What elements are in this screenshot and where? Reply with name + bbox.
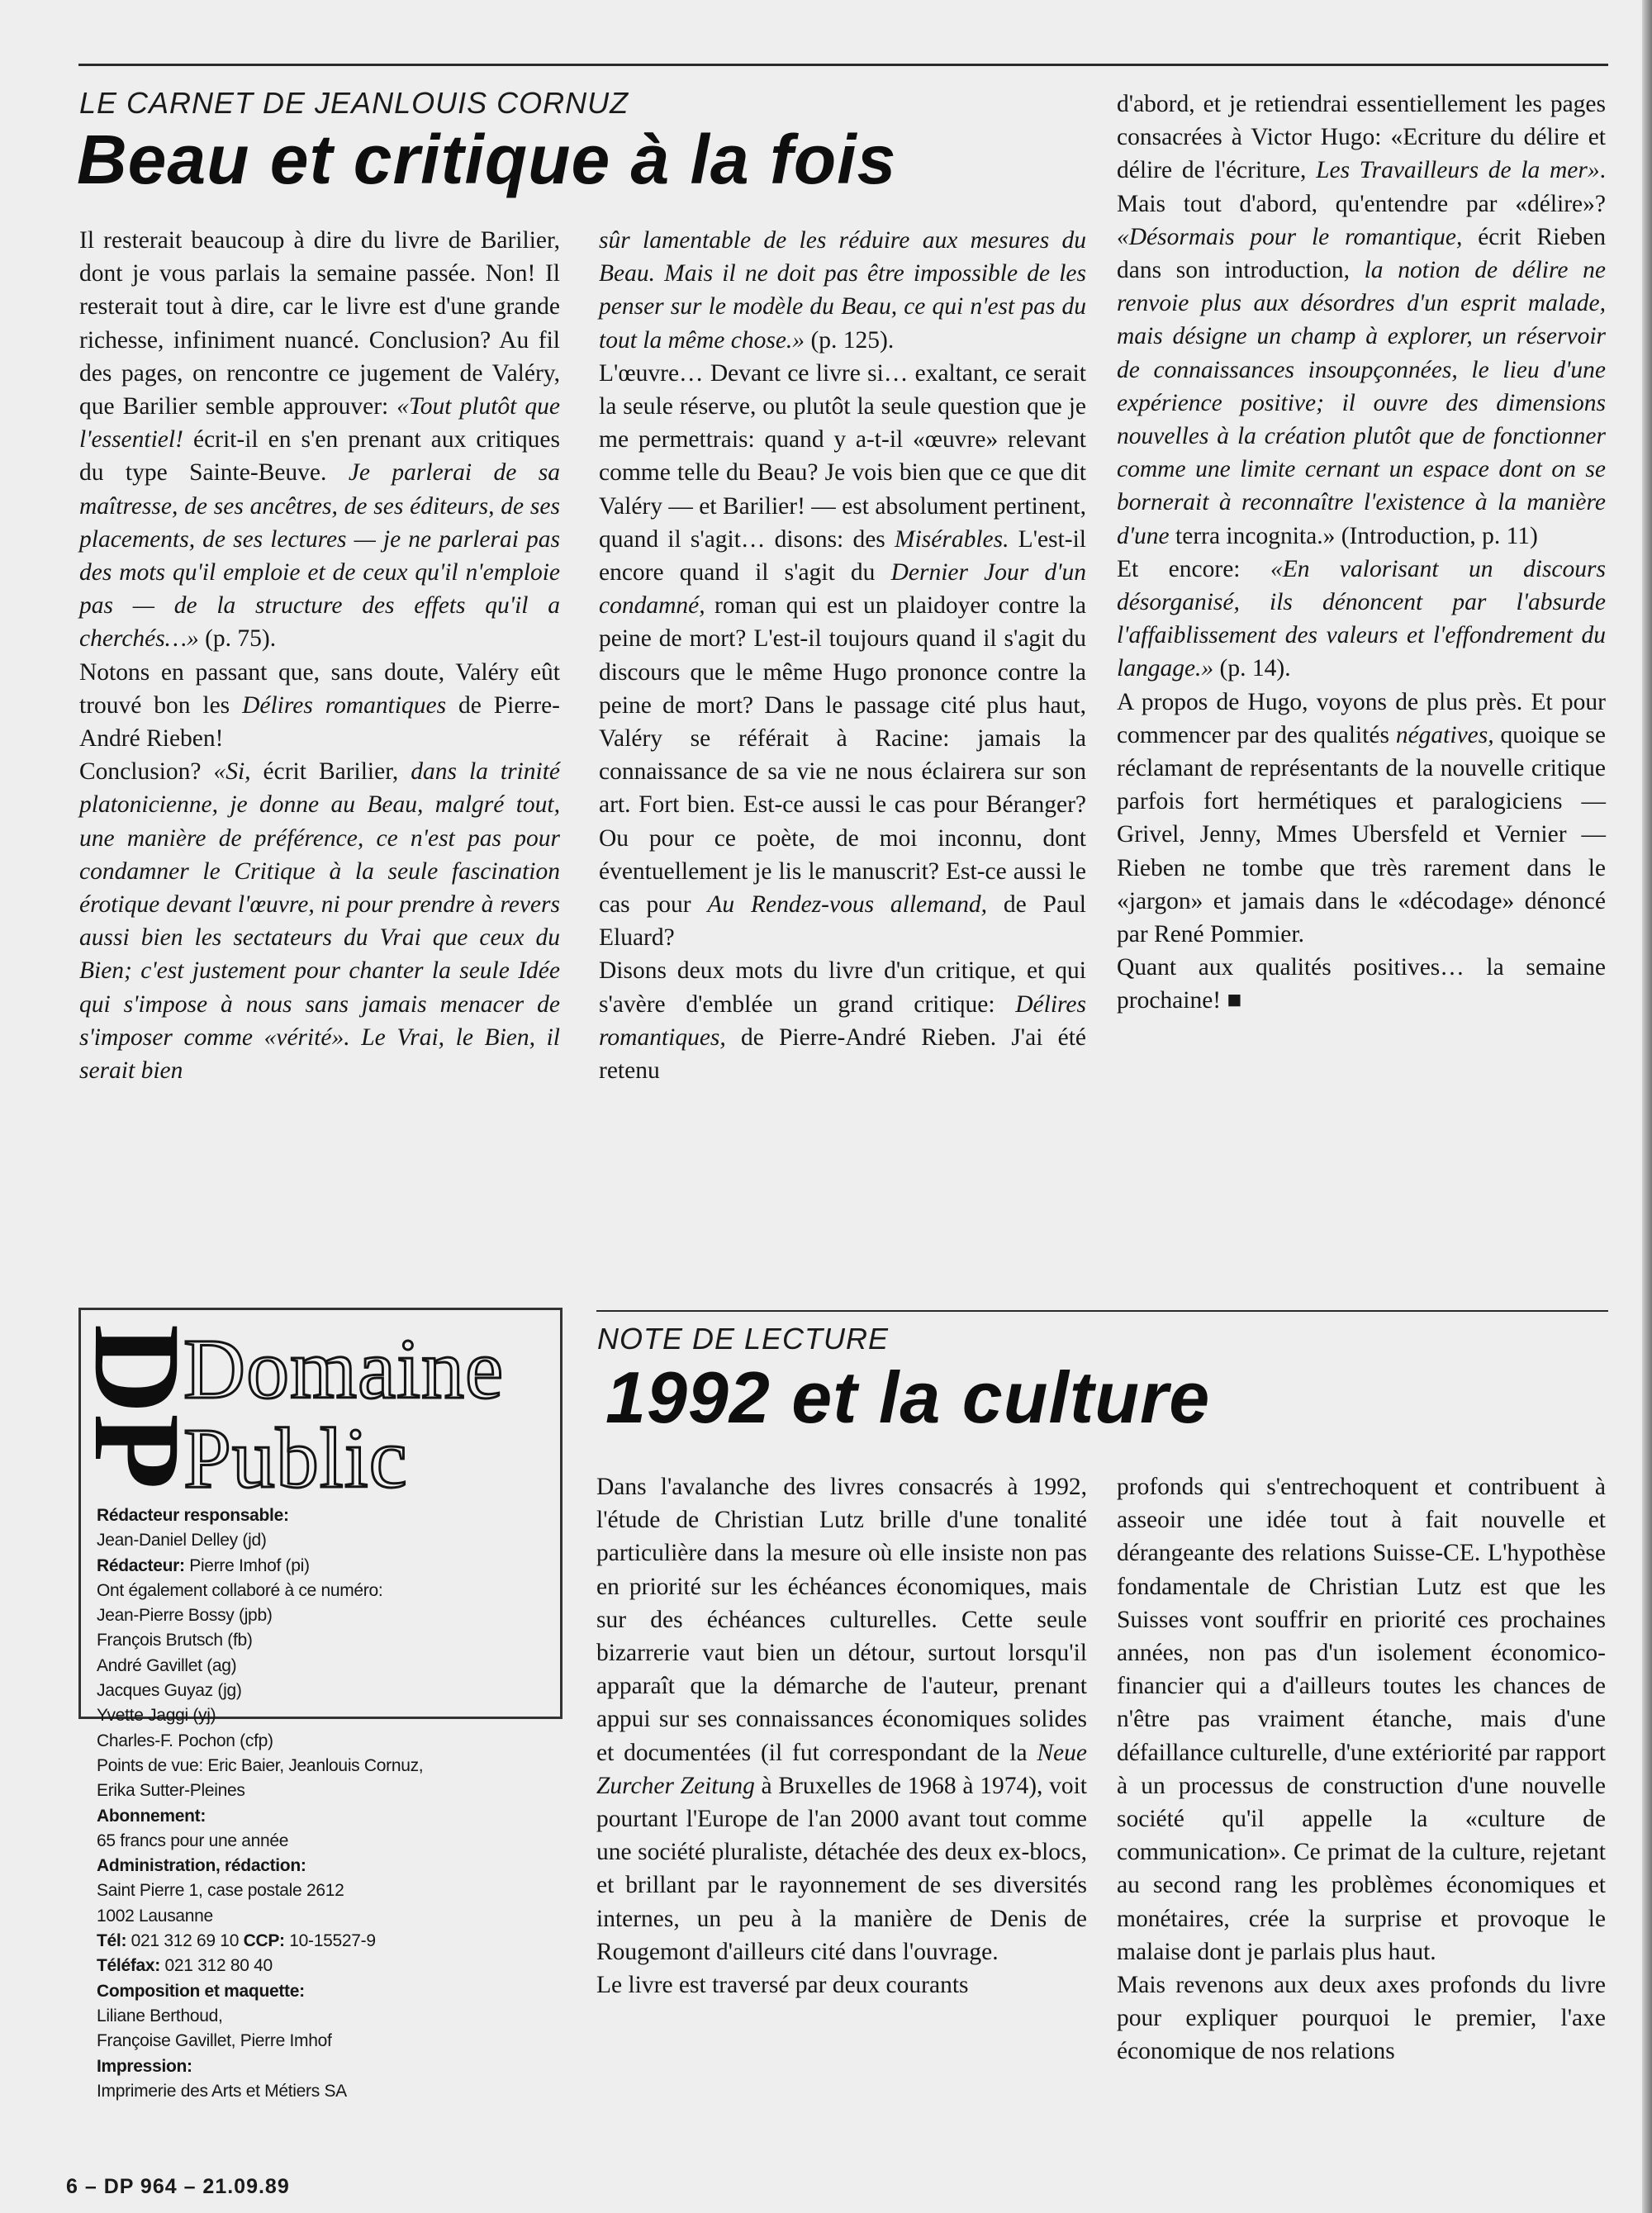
paragraph: Mais revenons aux deux axes profonds du livre pour expliquer pourquoi le premier, l'axe économique de nos relations [1117, 1972, 1606, 2065]
paragraph: Il resterait beaucoup à dire du livre de Barilier, dont je vous parlais la semaine passée. Non! Il resterait tout à dire, car le livre est d'une grande richesse, infiniment nuancé. Conclusion? Au fil des pages, on rencontre ce jugement de Valéry, que Barilier semble approuver: «Tout plutôt que l'essentiel! écrit-il en s'en prenant aux critiques du type Sainte-Beuve. Je parlerai de sa maîtresse, de ses ancêtres, de ses éditeurs, de ses placements, de ses lectures — je ne parlerai pas des mots qu'il emploie et de ceux qu'il n'emploie pas — de la structure des effets qu'il a cherchés…» (p. 75). [79, 227, 560, 653]
paragraph: A propos de Hugo, voyons de plus près. Et pour commencer par des qualités négatives, quoique se réclamant de représentants de la nouvelle critique parfois fort hermétiques et paralogiciens — Grivel, Jenny, Mmes Ubersfeld et Vernier — Rieben ne tombe que très rarement dans le «jargon» et jamais dans le «décodage» dénoncé par René Pommier. [1117, 688, 1606, 948]
article1-title: Beau et critique à la fois [77, 121, 897, 198]
article2-kicker: NOTE DE LECTURE [597, 1322, 890, 1356]
article1-kicker: LE CARNET DE JEANLOUIS CORNUZ [79, 86, 629, 120]
logo-word-domaine: Domaine [183, 1322, 505, 1417]
article1-column-3 [1117, 88, 1606, 1018]
page-footer: 6 – DP 964 – 21.09.89 [66, 2175, 290, 2198]
paragraph: Disons deux mots du livre d'un critique, et qui s'avère d'emblée un grand critique: Délires romantiques, de Pierre-André Rieben. J'ai été retenu [599, 957, 1086, 1085]
dp-logo: DP [69, 1324, 206, 1489]
paragraph: Notons en passant que, sans doute, Valéry eût trouvé bon les Délires romantiques de Pierre-André Rieben! [79, 658, 560, 753]
top-rule [78, 64, 1608, 66]
article2-column-1 [596, 1470, 1087, 2002]
paragraph: Quant aux qualités positives… la semaine prochaine! ■ [1117, 954, 1606, 1014]
masthead-credits: Rédacteur responsable: Jean-Daniel Delley (jd) Rédacteur: Pierre Imhof (pi) Ont également collaboré à ce numéro: Jean-Pierre Bossy (jpb) François Brutsch (fb) André Gavillet (ag) Jacques Guyaz (jg) Yvette Jaggi (yj) Charles-F. Pochon (cfp) Points de vue: Eric Baier, Jeanlouis Cornuz, Erika Sutter-Pleines Abonnement: 65 francs pour une année Administration, rédaction: Saint Pierre 1, case postale 2612 1002 Lausanne Tél: 021 312 69 10 CCP: 10-15527-9 Téléfax: 021 312 80 40 Composition et maquette: Liliane Berthoud, Françoise Gavillet, Pierre Imhof Impression: Imprimerie des Arts et Métiers SA [97, 1506, 424, 2101]
article2-title: 1992 et la culture [605, 1356, 1211, 1438]
paragraph: sûr lamentable de les réduire aux mesures du Beau. Mais il ne doit pas être impossible de les penser sur le modèle du Beau, ce qui n'est pas du tout la même chose.» (p. 125). [599, 227, 1086, 354]
article1-column-2 [599, 224, 1086, 1087]
paragraph: profonds qui s'entrechoquent et contribuent à asseoir une idée tout à fait nouvelle et dérangeante des relations Suisse-CE. L'hypothèse fondamentale de Christian Lutz est que les Suisses vont souffrir en priorité ces prochaines années, non pas d'un isolement économico-financier qui a d'ailleurs toutes les chances de n'être pas vraiment étanche, mais d'une défaillance culturelle, d'une extériorité par rapport à un processus de construction d'une nouvelle société qu'il appelle la «culture de communication». Ce primat de la culture, rejetant au second rang les problèmes économiques et monétaires, crée la surprise et provoque le malaise dont je parlais plus haut. [1117, 1474, 1606, 1965]
paragraph: Le livre est traversé par deux courants [596, 1972, 969, 1999]
article2-rule [596, 1310, 1608, 1312]
paragraph: d'abord, et je retiendrai essentiellement les pages consacrées à Victor Hugo: «Ecriture du délire et délire de l'écriture, Les Travailleurs de la mer». Mais tout d'abord, qu'entendre par «délire»? «Désormais pour le romantique, écrit Rieben dans son introduction, la notion de délire ne renvoie plus aux désordres d'un esprit malade, mais désigne un champ à explorer, un réservoir de connaissances insoupçonnées, le lieu d'une expérience positive; il ouvre des dimensions nouvelles à la création plutôt que de fonctionner comme une limite cernant un espace dont on se bornerait à reconnaître l'existence à la manière d'une terra incognita.» (Introduction, p. 11) [1117, 91, 1606, 549]
paragraph: Et encore: «En valorisant un discours désorganisé, ils dénoncent par l'absurde l'affaiblissement des valeurs et l'effondrement du langage.» (p. 14). [1117, 555, 1606, 682]
logo-word-public: Public [183, 1411, 408, 1506]
article1-column-1 [79, 224, 560, 1087]
paragraph: L'œuvre… Devant ce livre si… exaltant, ce serait la seule réserve, ou plutôt la seule question que je me permettrais: quand y a-t-il «œuvre» relevant comme telle du Beau? Je vois bien que ce que dit Valéry — et Barilier! — est absolument pertinent, quand il s'agit… disons: des Misérables. L'est-il encore quand il s'agit du Dernier Jour d'un condamné, roman qui est un plaidoyer contre la peine de mort? L'est-il toujours quand il s'agit du discours que le même Hugo prononce contre la peine de mort? Dans le passage cité plus haut, Valéry se référait à Racine: jamais la connaissance de sa vie ne nous éclairera sur son art. Fort bien. Est-ce aussi le cas pour Béranger? Ou pour ce poète, de moi inconnu, dont éventuellement je lis le manuscrit? Est-ce aussi le cas pour Au Rendez-vous allemand, de Paul Eluard? [599, 359, 1087, 952]
article2-column-2 [1117, 1470, 1606, 2068]
paragraph: Conclusion? «Si, écrit Barilier, dans la trinité platonicienne, je donne au Beau, malgré tout, une manière de préférence, ce n'est pas pour condamner le Critique à la seule fascination érotique devant l'œuvre, ni pour prendre à revers aussi bien les sectateurs du Vrai que ceux du Bien; c'est justement pour chanter la seule Idée qui s'impose à nous sans jamais menacer de s'imposer comme «vérité». Le Vrai, le Bien, il serait bien [79, 758, 560, 1085]
page-edge-shadow [1642, 0, 1652, 2213]
paragraph: Dans l'avalanche des livres consacrés à 1992, l'étude de Christian Lutz brille d'une tonalité particulière dans la mesure où elle insiste non pas en priorité sur les échéances économiques, mais sur des échéances culturelles. Cette seule bizarrerie vaut bien un détour, surtout lorsqu'il apparaît que la démarche de l'auteur, prenant appui sur ses connaissances économiques solides et documentées (il fut correspondant de la Neue Zurcher Zeitung à Bruxelles de 1968 à 1974), voit pourtant l'Europe de l'an 2000 avant tout comme une société pluraliste, détachée des deux ex-blocs, et brillant par le rayonnement de ses diversités internes, un peu à la manière de Denis de Rougemont d'ailleurs cité dans l'ouvrage. [596, 1474, 1087, 1965]
